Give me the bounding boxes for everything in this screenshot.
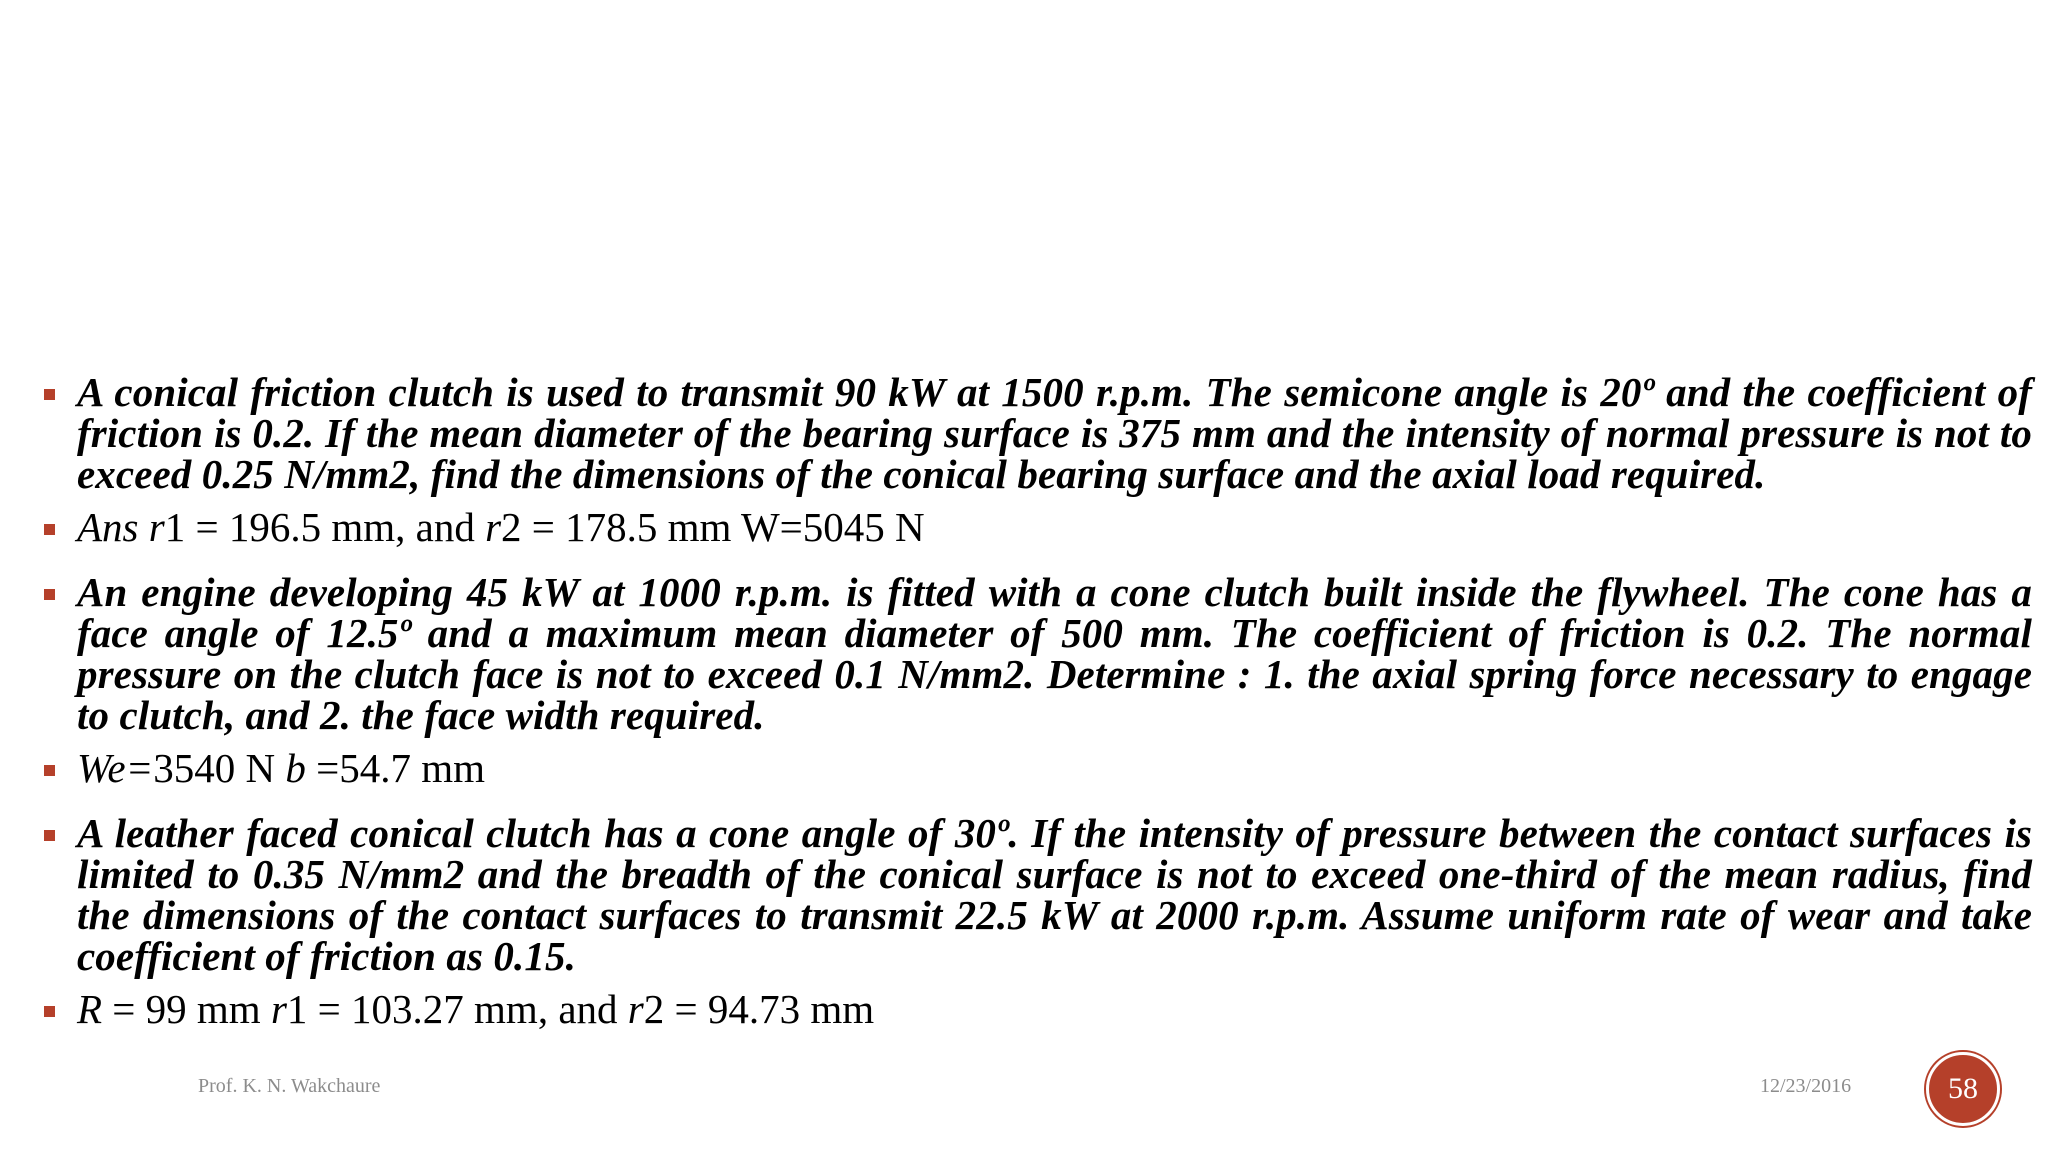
bullet-icon — [44, 830, 55, 841]
list-item — [44, 745, 2032, 791]
bullet-icon — [44, 389, 55, 400]
bullet-icon — [44, 524, 55, 535]
bullet-icon — [44, 1006, 55, 1017]
list-item — [44, 569, 2032, 738]
answer-part: 2 = 94.73 mm — [643, 986, 875, 1032]
answer-text — [77, 986, 2032, 1032]
answer-part: b — [285, 745, 317, 791]
footer-date: 12/23/2016 — [1760, 1075, 1852, 1097]
answer-part: 2 = 178.5 mm W=5045 N — [501, 504, 925, 550]
page-number-badge — [1926, 1052, 2000, 1126]
answer-text — [77, 745, 2032, 791]
question-text: A leather faced conical clutch has a cone angle of 30º. If the intensity of pressure between the contact surfaces is limited to 0.35 N/mm2 and the breadth of the conical surface is not to exceed one-third of the mean radius, find the dimensions of the contact surfaces to transmit 22.5 kW at 2000 r.p.m. Assume uniform rate of wear and take coefficient of friction as 0.15. — [77, 810, 2032, 979]
answer-text — [77, 504, 2032, 550]
answer-part: R — [77, 986, 113, 1032]
question-text: An engine developing 45 kW at 1000 r.p.m. is fitted with a cone clutch built inside the flywheel. The cone has a face angle of 12.5º and a maximum mean diameter of 500 mm. The coefficient of friction is 0.2. The normal pressure on the clutch face is not to exceed 0.1 N/mm2. Determine : 1. the axial spring force necessary to engage to clutch, and 2. the face width required. — [77, 569, 2032, 738]
answer-part: 3540 N — [153, 745, 286, 791]
answer-part: Ans r — [77, 504, 165, 550]
list-item — [44, 369, 2032, 497]
answer-part: r — [627, 986, 644, 1032]
list-item — [44, 504, 2032, 550]
bullet-icon — [44, 589, 55, 600]
list-item — [44, 810, 2032, 979]
footer-author: Prof. K. N. Wakchaure — [198, 1075, 381, 1097]
list-item — [44, 986, 2032, 1032]
answer-part: = 99 mm — [112, 986, 271, 1032]
slide-content — [44, 369, 2032, 1042]
answer-part: We= — [77, 745, 154, 791]
answer-part: 1 = 103.27 mm, and — [286, 986, 628, 1032]
answer-part: =54.7 mm — [316, 745, 486, 791]
answer-part: r — [270, 986, 287, 1032]
answer-part: 1 = 196.5 mm, and — [164, 504, 486, 550]
answer-part: r — [485, 504, 502, 550]
bullet-icon — [44, 765, 55, 776]
question-text: A conical friction clutch is used to transmit 90 kW at 1500 r.p.m. The semicone angle is 20º and the coefficient of friction is 0.2. If the mean diameter of the bearing surface is 375 mm and the intensity of normal pressure is not to exceed 0.25 N/mm2, find the dimensions of the conical bearing surface and the axial load required. — [77, 369, 2032, 497]
page-number: 58 — [1948, 1072, 1978, 1105]
